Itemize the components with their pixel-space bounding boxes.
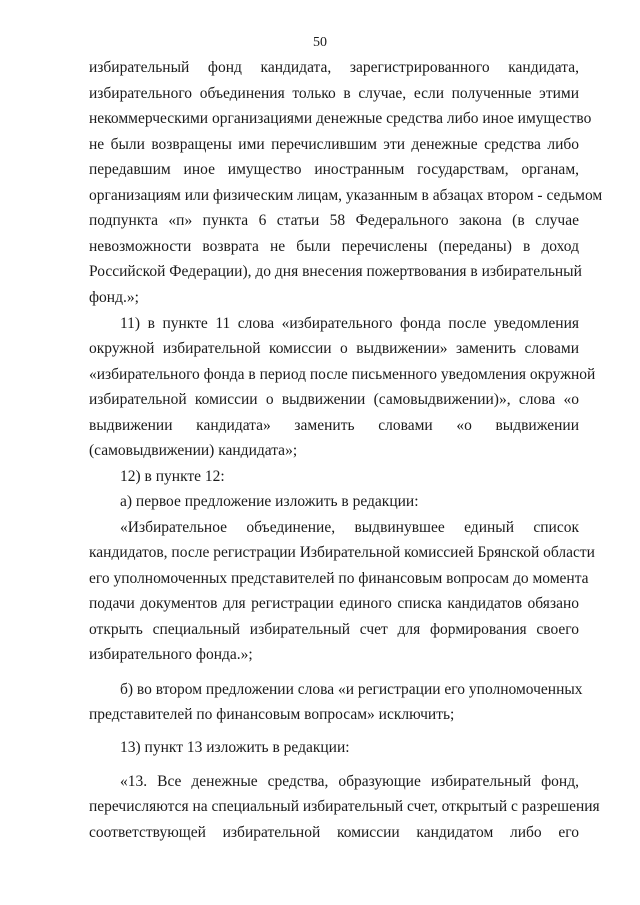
text-line: организациям или физическим лицам, указанным в абзацах втором - седьмом xyxy=(89,187,603,204)
page-number: 50 xyxy=(313,35,327,50)
text-line: подпункта «п» пункта 6 статьи 58 Федерального закона (в случае xyxy=(89,212,579,229)
text-line: не были возвращены ими перечислившим эти денежные средства либо xyxy=(89,136,579,153)
text-line: б) во втором предложении слова «и регистрации его уполномоченных xyxy=(120,681,583,698)
text-line: «13. Все денежные средства, образующие избирательный фонд, xyxy=(120,773,579,790)
text-line: избирательный фонд кандидата, зарегистрированного кандидата, xyxy=(89,59,579,76)
text-line: Российской Федерации), до дня внесения пожертвования в избирательный xyxy=(89,263,582,280)
text-line: «избирательного фонда в период после письменного уведомления окружной xyxy=(89,366,596,383)
text-line: 13) пункт 13 изложить в редакции: xyxy=(120,739,350,756)
text-line: соответствующей избирательной комиссии кандидатом либо его xyxy=(89,824,579,841)
text-line: подачи документов для регистрации единого списка кандидатов обязано xyxy=(89,595,579,612)
text-line: невозможности возврата не были перечислены (переданы) в доход xyxy=(89,238,579,255)
text-line: представителей по финансовым вопросам» исключить; xyxy=(89,706,455,723)
text-line: открыть специальный избирательный счет для формирования своего xyxy=(89,621,579,638)
text-line: некоммерческими организациями денежные средства либо иное имущество xyxy=(89,110,592,127)
text-line: избирательного фонда.»; xyxy=(89,646,253,663)
text-line: 11) в пункте 11 слова «избирательного фонда после уведомления xyxy=(120,315,579,332)
text-line: выдвижении кандидата» заменить словами «о выдвижении xyxy=(89,417,579,434)
text-line: фонд.»; xyxy=(89,289,139,306)
text-line: его уполномоченных представителей по финансовым вопросам до момента xyxy=(89,570,589,587)
text-line: «Избирательное объединение, выдвинувшее единый список xyxy=(120,519,579,536)
text-line: (самовыдвижении) кандидата»; xyxy=(89,442,298,459)
text-line: кандидатов, после регистрации Избирательной комиссией Брянской области xyxy=(89,544,595,561)
text-line: 12) в пункте 12: xyxy=(120,468,225,485)
text-line: избирательной комиссии о выдвижении (самовыдвижении)», слова «о xyxy=(89,391,579,408)
text-line: передавшим иное имущество иностранным государствам, органам, xyxy=(89,161,579,178)
text-line: окружной избирательной комиссии о выдвижении» заменить словами xyxy=(89,340,579,357)
text-line: избирательного объединения только в случае, если полученные этими xyxy=(89,85,579,102)
text-line: перечисляются на специальный избирательный счет, открытый с разрешения xyxy=(89,798,600,815)
text-line: а) первое предложение изложить в редакции: xyxy=(120,493,419,510)
